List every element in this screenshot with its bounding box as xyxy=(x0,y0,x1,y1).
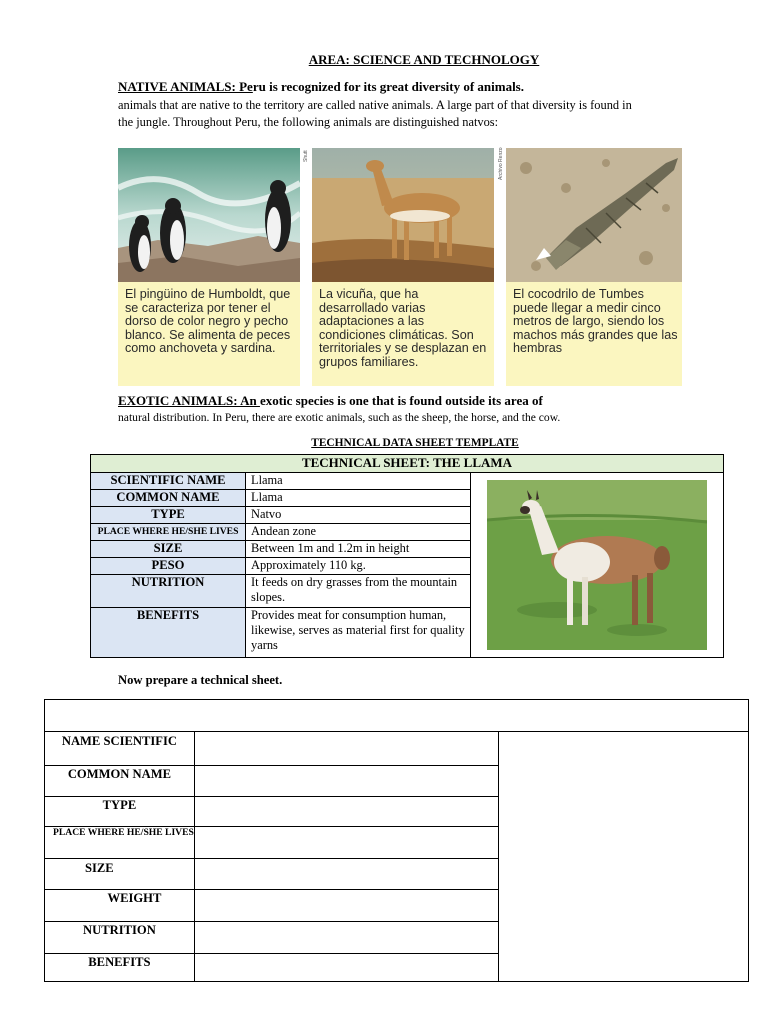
sheet-label-size: SIZE xyxy=(91,541,246,558)
exotic-animals-paragraph: natural distribution. In Peru, there are exotic animals, such as the sheep, the horse, and the cow. xyxy=(118,411,561,424)
blank-field-place[interactable] xyxy=(194,827,498,859)
sheet-value-scientific-name: Llama xyxy=(246,473,471,490)
blank-field-weight[interactable] xyxy=(194,890,498,922)
penguin-photo xyxy=(118,148,300,282)
exotic-animals-heading xyxy=(118,393,543,409)
sheet-value-benefits: Provides meat for consumption human, likewise, serves as material first for quality yarns xyxy=(246,608,471,658)
sheet-label-common-name: COMMON NAME xyxy=(91,490,246,507)
sheet-label-weight: PESO xyxy=(91,558,246,575)
sheet-value-size: Between 1m and 1.2m in height xyxy=(246,541,471,558)
blank-label-scientific-name: NAME SCIENTIFIC xyxy=(45,732,195,766)
blank-field-common-name[interactable] xyxy=(194,766,498,797)
sheet-value-nutrition: It feeds on dry grasses from the mountain slopes. xyxy=(246,575,471,608)
blank-label-place: PLACE WHERE HE/SHE LIVES xyxy=(45,827,195,859)
sheet-value-type: Natvo xyxy=(246,507,471,524)
llama-photo-cell xyxy=(471,473,724,658)
blank-field-type[interactable] xyxy=(194,797,498,827)
blank-label-weight: WEIGHT xyxy=(45,890,195,922)
native-heading-underlined: NATIVE ANIMALS: Pe xyxy=(118,79,253,94)
crocodile-caption: El cocodrilo de Tumbes puede llegar a medir cinco metros de largo, siendo los machos más grandes que las hembras xyxy=(506,282,682,386)
exotic-heading-underlined: EXOTIC ANIMALS: An xyxy=(118,393,260,408)
photo-credit-2: Archivo Renzo xyxy=(498,147,504,180)
blank-technical-sheet xyxy=(44,699,749,982)
blank-picture-cell[interactable] xyxy=(498,732,748,982)
native-heading-rest: ru is recognized for its great diversity of animals. xyxy=(252,79,524,94)
native-animals-paragraph: animals that are native to the territory are called native animals. A large part of that diversity is found in the jungle. Throughout Peru, the following animals are distinguished natvos: xyxy=(118,98,632,129)
vicuna-caption: La vicuña, que ha desarrollado varias adaptaciones a las condiciones climáticas. Son territoriales y se desplazan en grupos familiares. xyxy=(312,282,494,386)
vicuna-photo xyxy=(312,148,494,282)
sheet-label-scientific-name: SCIENTIFIC NAME xyxy=(91,473,246,490)
sheet-label-nutrition: NUTRITION xyxy=(91,575,246,608)
blank-sheet-title-cell[interactable] xyxy=(45,700,749,732)
blank-label-size: SIZE xyxy=(45,859,195,890)
sheet-value-weight: Approximately 110 kg. xyxy=(246,558,471,575)
sheet-label-benefits: BENEFITS xyxy=(91,608,246,658)
sheet-value-place: Andean zone xyxy=(246,524,471,541)
photo-credit-1: Shutt xyxy=(303,150,309,162)
blank-label-type: TYPE xyxy=(45,797,195,827)
sheet-value-common-name: Llama xyxy=(246,490,471,507)
sheet-label-type: TYPE xyxy=(91,507,246,524)
prepare-instruction: Now prepare a technical sheet. xyxy=(118,673,283,687)
blank-field-size[interactable] xyxy=(194,859,498,890)
sheet-label-place: PLACE WHERE HE/SHE LIVES xyxy=(91,524,246,541)
blank-field-nutrition[interactable] xyxy=(194,922,498,954)
blank-field-scientific-name[interactable] xyxy=(194,732,498,766)
exotic-heading-rest: exotic species is one that is found outside its area of xyxy=(259,393,543,408)
page-heading: AREA: SCIENCE AND TECHNOLOGY xyxy=(308,52,540,67)
llama-photo xyxy=(487,480,707,650)
llama-technical-sheet xyxy=(90,454,724,658)
template-title: TECHNICAL DATA SHEET TEMPLATE xyxy=(311,437,519,449)
blank-label-benefits: BENEFITS xyxy=(45,954,195,982)
crocodile-photo xyxy=(506,148,682,282)
blank-field-benefits[interactable] xyxy=(194,954,498,982)
native-animals-heading xyxy=(118,79,524,95)
blank-label-common-name: COMMON NAME xyxy=(45,766,195,797)
sheet-header: TECHNICAL SHEET: THE LLAMA xyxy=(91,455,724,473)
blank-label-nutrition: NUTRITION xyxy=(45,922,195,954)
penguin-caption: El pingüino de Humboldt, que se caracteriza por tener el dorso de color negro y pecho blanco. Se alimenta de peces como anchoveta y sardina. xyxy=(118,282,300,386)
